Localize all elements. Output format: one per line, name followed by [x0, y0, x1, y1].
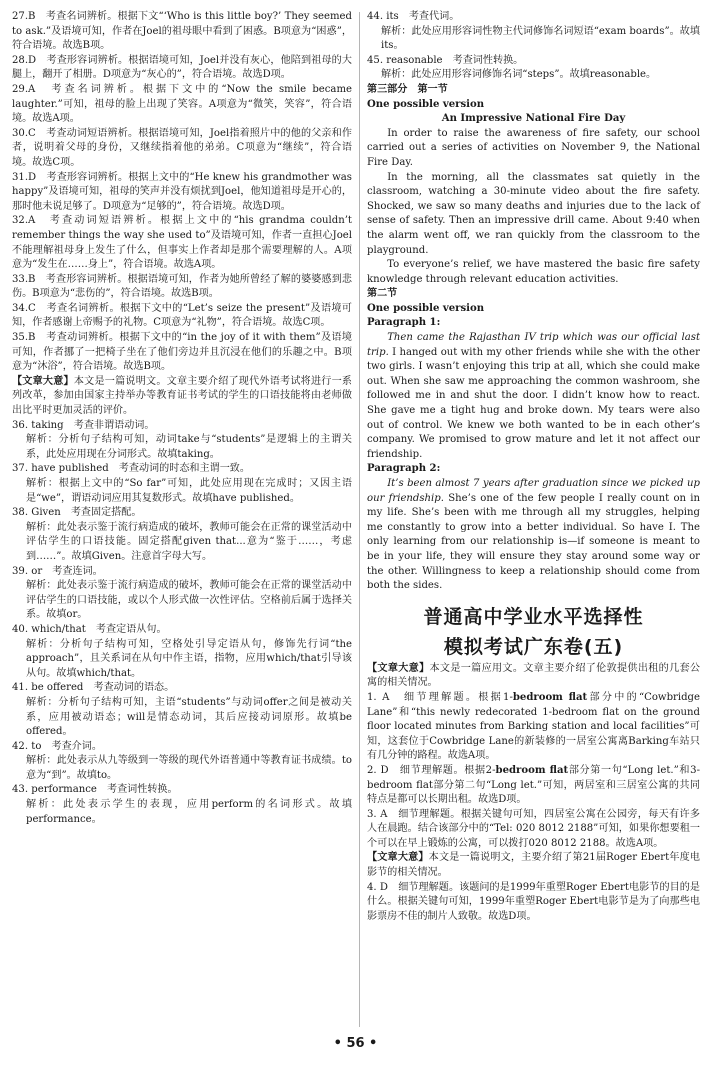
section2-heading: 第二节: [367, 288, 398, 300]
article-summary: [367, 851, 700, 880]
exam-title-line1: 普通高中学业水平选择性: [423, 605, 644, 628]
answer-keyword: bedroom flat: [495, 764, 569, 776]
answer-number: 4. D: [367, 881, 388, 893]
answer-text: 部分中的“Cowbridge Lane”和“this newly redecorated 1-bedroom flat on the ground floor located minutes from Barking station and local facilities”可知，这套位于Cowbridge Lane的新装修的一居室公寓离Barking车站只有几分钟的路程。故选A项。: [367, 691, 700, 762]
answer-38-head: 38. Given 考查固定搭配。: [12, 507, 142, 519]
answer-40-head: 40. which/that 考查定语从句。: [12, 623, 167, 635]
answer-43-explanation: 解析：此处表示学生的表现，应用perform的名词形式。故填performance。: [26, 799, 352, 825]
part3-heading: 第三部分 第一节: [367, 83, 448, 95]
answer-32: 32.A 考查动词短语辨析。根据上文中的“his grandma couldn’t remember things the way she used to”及语境可知，作者一直担心Joel不能理解祖母身上发生了什么，但事实上作者却是那个需要理解的人。A项意为“发生在……身上”，符合语境。故选A项。: [12, 215, 352, 271]
answer-text: 细节理解题。该题问的是1999年重塑Roger Ebert电影节的目的是什么。根据关键句可知，1999年重塑Roger Ebert电影节是为了向那些电影票房不佳的制片人致敬。故选D项。: [367, 881, 700, 922]
answer-45-explanation: 解析：此处应用形容词修饰名词“steps”。故填reasonable。: [381, 69, 657, 81]
continuation-paragraph-1: [367, 331, 700, 462]
answer-44-explanation: 解析：此处应用形容词性物主代词修饰名词短语“exam boards”。故填its。: [381, 25, 700, 52]
answer-40-explanation: 解析：分析句子结构可知，空格处引导定语从句，修饰先行词“the approach”，且关系词在从句中作主语，指物，应用which/that引导该从句。故填which/that。: [26, 638, 352, 679]
answer-text: 细节理解题。根据关键句可知，四居室公寓在公园旁，每天有许多人在晨跑。结合该部分中的“Tel: 020 8012 2188”可知，如果你想要租一个可以在早上锻炼的公寓，可以拨打020 8012 2188。故选A项。: [367, 808, 700, 849]
essay-paragraph: In order to raise the awareness of fire safety, our school carried out a series of activities on November 9, the National Fire Day.: [367, 127, 700, 168]
answer-39-head: 39. or 考查连词。: [12, 565, 103, 577]
answer-41-head: 41. be offered 考查动词的语态。: [12, 682, 175, 694]
answer-45-head: 45. reasonable 考查词性转换。: [367, 54, 524, 66]
paragraph2-label: Paragraph 2:: [367, 463, 441, 475]
answer-text: 部分第一句“Long let.”和3-bedroom flat部分第二句“Long let.”可知，两居室和三居室公寓的共同特点是都可以长期出租。故选D项。: [367, 764, 700, 806]
answer-27: 27.B 考查名词辨析。根据下文“‘Who is this little boy?’ They seemed to ask.”及语境可知，作者在Joel的祖母眼中看到了困惑。B项意为“困惑”，符合语境。故选B项。: [12, 11, 352, 52]
answer-number: 2. D: [367, 764, 389, 776]
summary-label: 【文章大意】: [12, 375, 74, 387]
article-summary: [12, 375, 352, 419]
answer-3: [367, 808, 700, 852]
essay-paragraph: In the morning, all the classmates sat quietly in the classroom, watching a 30-minute video about the fire safety. Shocked, we saw so many deaths and injuries due to the lack of sense of safety. Then an impressive drill came. About 9:40 when the alarm went off, we ran quickly from the classroom to the playground.: [367, 171, 700, 256]
answer-text: 细节理解题。根据2-: [388, 764, 496, 776]
answer-31: 31.D 考查形容词辨析。根据上文中的“He knew his grandmother was happy”及语境可知，祖母的笑声并没有烦扰到Joel，他知道祖母是开心的，那时他未说足够了。D项意为“足够的”，符合语境。故选D项。: [12, 171, 352, 212]
answer-keyword: bedroom flat: [512, 691, 588, 703]
section2-version-label: One possible version: [367, 302, 485, 314]
answer-42-head: 42. to 考查介词。: [12, 740, 102, 752]
article-summary: [367, 662, 700, 691]
column-divider: [359, 12, 360, 1027]
answer-33: 33.B 考查形容词辨析。根据语境可知，作者为她所曾经了解的婆婆感到悲伤。B项意为“悲伤的”，符合语境。故选B项。: [12, 273, 352, 300]
answer-4: [367, 881, 700, 925]
summary-text: 本文是一篇说明文。文章主要介绍了现代外语考试将进行一系列改革，参加由国家主持举办等教育证书考试的学生的口语技能将由老师做出比平时更加灵活的评价。: [12, 375, 353, 417]
summary-label: 【文章大意】: [367, 852, 429, 864]
paragraph1-label: Paragraph 1:: [367, 317, 441, 329]
answer-37-head: 37. have published 考查动词的时态和主谓一致。: [12, 463, 250, 475]
answer-2: [367, 764, 700, 808]
summary-text: 本文是一篇应用文。文章主要介绍了伦敦提供出租的几套公寓的相关情况。: [367, 662, 701, 689]
answer-28: 28.D 考查形容词辨析。根据语境可知，Joel并没有灰心，他陪到祖母的大腿上，翻开了相册。D项意为“灰心的”，符合语境。故选D项。: [12, 54, 352, 81]
answer-38-explanation: 解析：此处表示鉴于流行病造成的破坏，教师可能会在正常的课堂活动中评估学生的口语技能。固定搭配given that...意为“鉴于……，考虑到……”。故填Given。注意首字母大写。: [26, 521, 352, 562]
answer-44-head: 44. its 考查代词。: [367, 11, 460, 22]
summary-label: 【文章大意】: [367, 662, 430, 674]
answer-37-explanation: 解析：根据上文中的“So far”可知，此处应用现在完成时；又因主语是“we”，谓语动词应用其复数形式。故填have published。: [26, 478, 352, 504]
page-number: • 56 •: [333, 1036, 378, 1051]
answer-36-head: 36. taking 考查非谓语动词。: [12, 419, 155, 431]
answer-text: 细节理解题。根据1-: [389, 691, 513, 703]
answer-39-explanation: 解析：此处表示鉴于流行病造成的破坏，教师可能会在正常的课堂活动中评估学生的口语技能，或以个人形式做一次性评估。空格前后属于选择关系。故填or。: [26, 580, 352, 621]
left-column: [12, 10, 352, 827]
exam-title-line2: 模拟考试广东卷(五): [443, 635, 624, 658]
answer-29: 29.A 考查名词辨析。根据下文中的“Now the smile became laughter.”可知，祖母的脸上出现了笑容。A项意为“微笑，笑容”，符合语境。故选A项。: [12, 83, 352, 125]
answer-number: 3. A: [367, 808, 388, 820]
answer-number: 1. A: [367, 691, 390, 703]
right-column: [367, 10, 700, 924]
answer-30: 30.C 考查动词短语辨析。根据语境可知，Joel指着照片中的他的父亲和作者，说明着父母的身份，又继续指着他的弟弟。C项意为“继续”，符合语境。故选C项。: [12, 127, 352, 168]
paragraph1-opening: Then came the Rajasthan IV trip which was our official last trip.: [367, 332, 700, 358]
answer-43-head: 43. performance 考查词性转换。: [12, 784, 178, 796]
paragraph2-body: She’s one of the few people I really count on in my life. She’s been with me through all my struggles, helping me constantly to grow into a better individual. So have I. The only learning from our relationship is—if someone is meant to be in your life, they will ensure they stay around some way or the other. Willingness to keep a relationship should come from both the sides.: [367, 492, 701, 592]
essay-paragraph: To everyone’s relief, we have mastered the basic fire safety knowledge through relevant education activities.: [367, 259, 700, 285]
answer-1: [367, 691, 700, 764]
part3-version-label: One possible version: [367, 98, 485, 110]
answer-34: 34.C 考查名词辨析。根据下文中的“Let’s seize the present”及语境可知，作者感谢上帝赐予的礼物。C项意为“礼物”，符合语境。故选C项。: [12, 302, 352, 329]
continuation-paragraph-2: [367, 477, 700, 594]
paragraph2-opening: It’s been almost 7 years after graduation since we picked up our friendship.: [367, 478, 700, 504]
summary-text: 本文是一篇说明文，主要介绍了第21届Roger Ebert年度电影节的相关情况。: [367, 852, 700, 879]
essay-title: An Impressive National Fire Day: [441, 113, 626, 125]
answer-42-explanation: 解析：此处表示从九等级到一等级的现代外语普通中等教育证书成绩。to意为“到”。故填to。: [26, 755, 352, 781]
answer-36-explanation: 解析：分析句子结构可知，动词take与“students”是逻辑上的主谓关系，此处应用现在分词形式。故填taking。: [26, 434, 352, 460]
paragraph1-body: I hanged out with my other friends while she with the other two girls. I wasn’t enjoying this trip at all, which she could make out. When she saw me approaching the common washroom, she followed me in and shut the door. I didn’t know how to react. She gave me a tight hug and broke down. My tears were also out of control. We knew we both wanted to be in each other’s company. We promised to grow mature and let it not affect our friendship.: [367, 346, 700, 460]
answer-41-explanation: 解析：分析句子结构可知，主语“students”与动词offer之间是被动关系，应用被动语态；will是情态动词，其后应接动词原形。故填be offered。: [26, 696, 352, 738]
answer-35: 35.B 考查动词辨析。根据下文中的“in the joy of it with them”及语境可知，作者挪了一把椅子坐在了他们旁边并且沉浸在他们的乐趣之中。B项意为“沐浴”，符合语境。故选B项。: [12, 332, 352, 373]
